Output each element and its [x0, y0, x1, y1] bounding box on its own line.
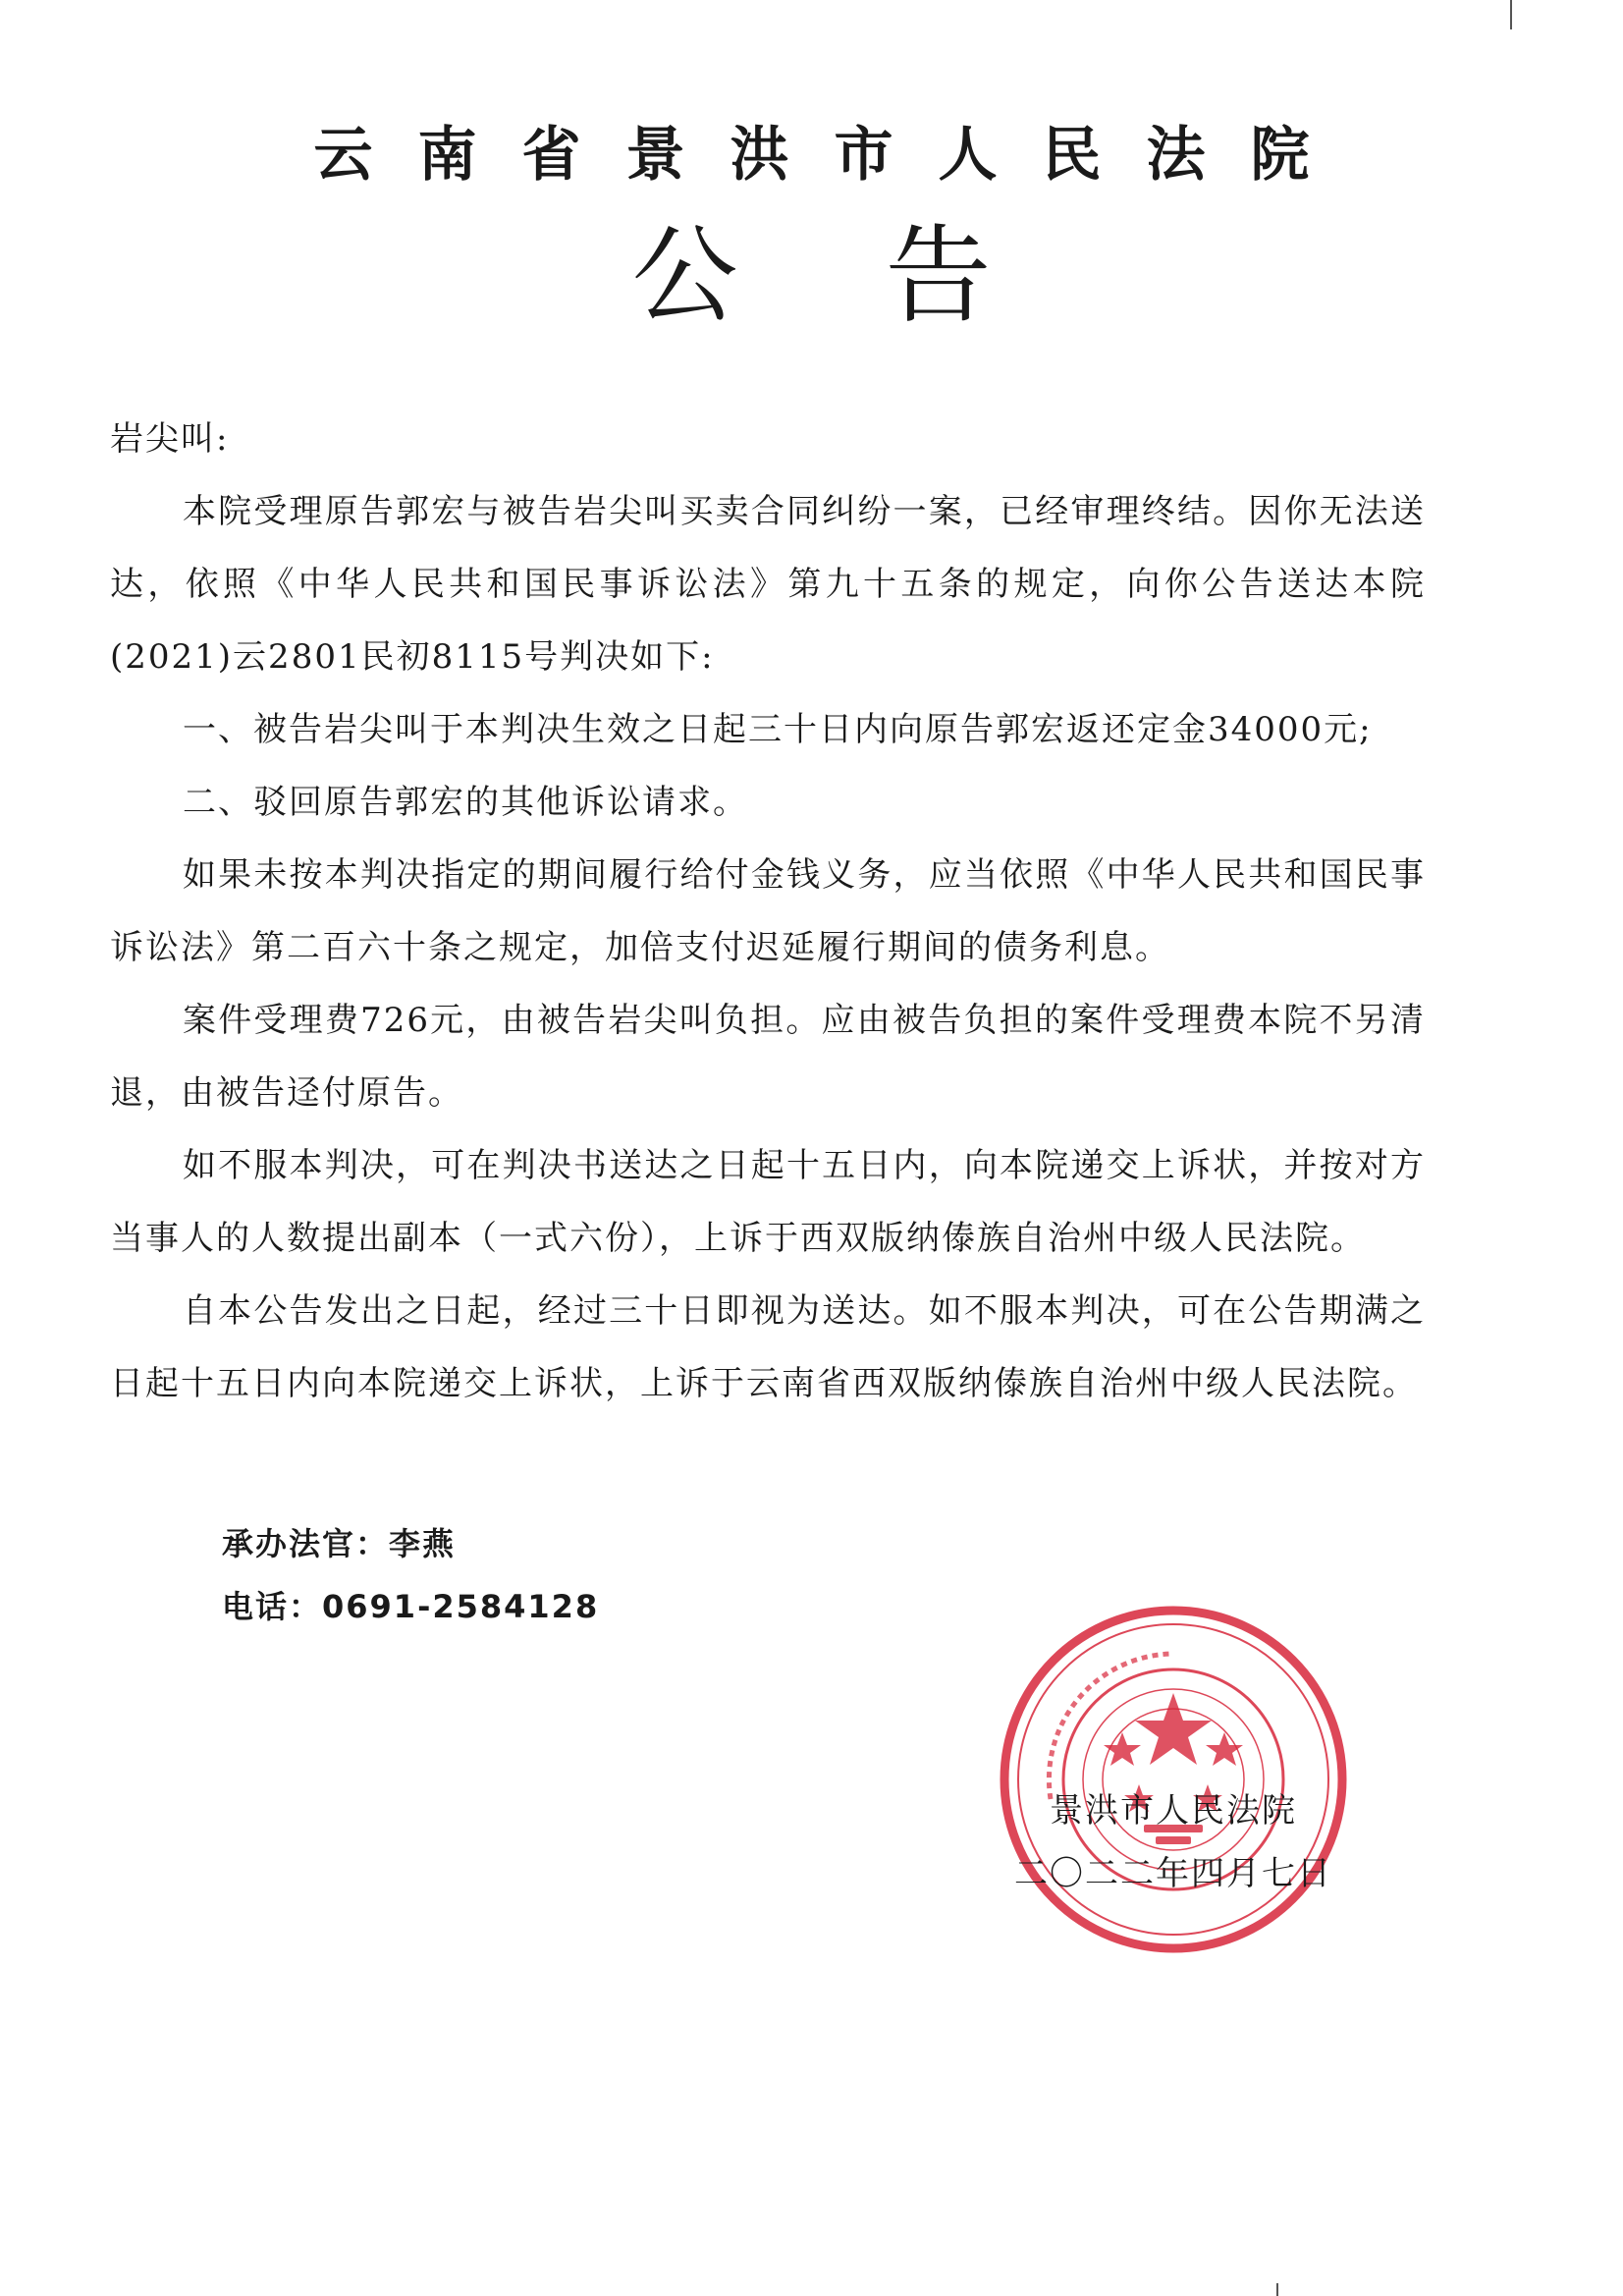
paragraph: 案件受理费726元，由被告岩尖叫负担。应由被告负担的案件受理费本院不另清退，由被告迳付原告。 [110, 1001, 1426, 1113]
paragraph: 一、被告岩尖叫于本判决生效之日起三十日内向原告郭宏返还定金34000元; [183, 710, 1373, 749]
scan-edge-mark [1276, 2283, 1278, 2296]
court-name-heading: 云南省景洪市人民法院 [313, 121, 1355, 190]
addressee: 岩尖叫: [110, 419, 230, 459]
paragraph: 自本公告发出之日起，经过三十日即视为送达。如不服本判决，可在公告期满之日起十五日内向本院递交上诉状，上诉于云南省西双版纳傣族自治州中级人民法院。 [110, 1291, 1426, 1403]
issue-date: 二〇二二年四月七日 [1014, 1854, 1332, 1893]
issuing-court: 景洪市人民法院 [1050, 1791, 1297, 1831]
scan-edge-mark [1510, 0, 1512, 29]
document-title: 公告 [631, 215, 1139, 338]
paragraph: 如不服本判决，可在判决书送达之日起十五日内，向本院递交上诉状，并按对方当事人的人数提出副本（一式六份），上诉于西双版纳傣族自治州中级人民法院。 [110, 1146, 1426, 1258]
signature-block [992, 1779, 1355, 1905]
contact-block [222, 1512, 599, 1638]
paragraph: 二、驳回原告郭宏的其他诉讼请求。 [183, 783, 748, 822]
notice-body [110, 403, 1426, 1420]
paragraph: 本院受理原告郭宏与被告岩尖叫买卖合同纠纷一案，已经审理终结。因你无法送达，依照《中华人民共和国民事诉讼法》第九十五条的规定，向你公告送达本院(2021)云2801民初8115号判决如下: [110, 492, 1426, 677]
paragraph: 如果未按本判决指定的期间履行给付金钱义务，应当依照《中华人民共和国民事诉讼法》第二百六十条之规定，加倍支付迟延履行期间的债务利息。 [110, 855, 1426, 967]
judge-name: 承办法官：李燕 [222, 1525, 457, 1562]
phone-number: 电话：0691-2584128 [222, 1588, 600, 1625]
